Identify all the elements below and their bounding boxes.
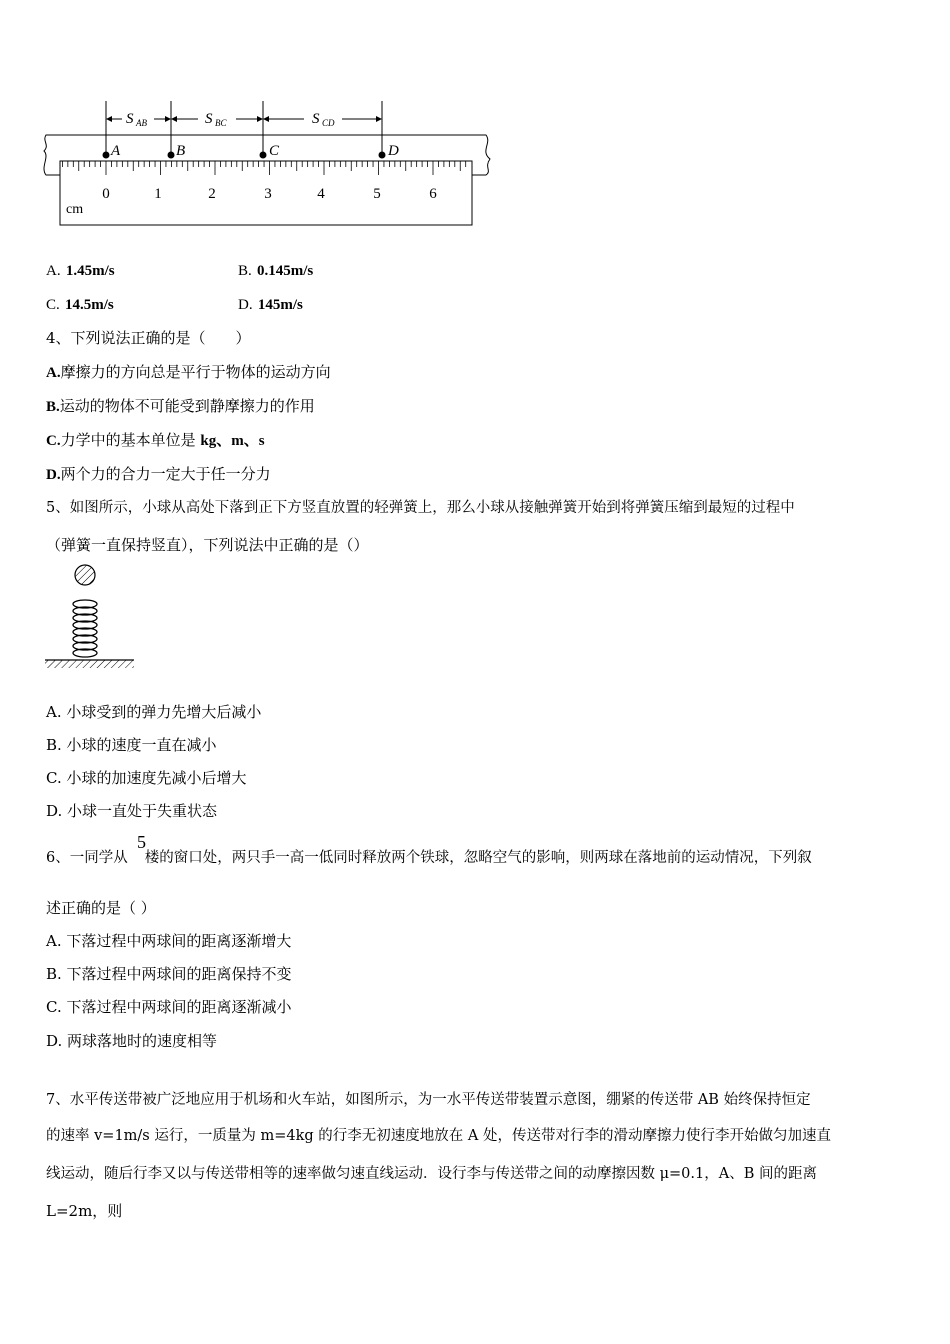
tick-label-6: 6 <box>429 186 437 202</box>
q6-option-b: B. 下落过程中两球间的距离保持不变 <box>46 965 292 983</box>
q5-stem-line2: （弹簧一直保持竖直），下列说法中正确的是（） <box>46 536 369 554</box>
q3-option-a: A. 1.45m/s <box>46 263 115 279</box>
q4-option-d: D.两个力的合力一定大于任一分力 <box>46 465 271 483</box>
q7-line3: 线运动，随后行李又以与传送带相等的速率做匀速直线运动．设行李与传送带之间的动摩擦因数 μ=0.1，A、B 间的距离 <box>46 1166 817 1182</box>
segment-label-ab: S <box>126 111 134 127</box>
tick-label-2: 2 <box>208 186 216 202</box>
q7-line4: L=2m，则 <box>46 1202 123 1220</box>
q5-option-d: D. 小球一直处于失重状态 <box>46 802 218 820</box>
segment-sub-ab: AB <box>136 118 147 128</box>
q7-line1: 7、水平传送带被广泛地应用于机场和火车站，如图所示，为一水平传送带装置示意图，绷紧的传送带 AB 始终保持恒定 <box>46 1092 811 1108</box>
q5-option-c: C. 小球的加速度先减小后增大 <box>46 769 247 787</box>
ball-icon <box>75 565 95 585</box>
q6-option-c: C. 下落过程中两球间的距离逐渐减小 <box>46 998 292 1016</box>
floor-number: 5 <box>137 832 146 852</box>
q5-option-a: A. 小球受到的弹力先增大后减小 <box>46 703 262 721</box>
segment-sub-bc: BC <box>215 118 227 128</box>
segment-label-bc: S <box>205 111 213 127</box>
q5-option-b: B. 小球的速度一直在减小 <box>46 736 217 754</box>
tick-label-5: 5 <box>373 186 381 202</box>
q6-option-a: A. 下落过程中两球间的距离逐渐增大 <box>46 932 292 950</box>
q4-stem: 4、下列说法正确的是（ ） <box>46 329 251 347</box>
point-label-a: A <box>111 143 121 159</box>
tick-label-4: 4 <box>317 186 325 202</box>
segment-label-cd: S <box>312 111 320 127</box>
q3-option-c: C. 14.5m/s <box>46 297 114 313</box>
q7-line2: 的速率 v=1m/s 运行，一质量为 m=4kg 的行李无初速度地放在 A 处，传送带对行李的滑动摩擦力使行李开始做匀加速直 <box>46 1128 831 1144</box>
q5-stem-line1: 5、如图所示，小球从高处下落到正下方竖直放置的轻弹簧上，那么小球从接触弹簧开始到将弹簧压缩到最短的过程中 <box>46 500 795 516</box>
ruler-unit: cm <box>66 202 84 217</box>
q3-option-d: D. 145m/s <box>238 297 303 313</box>
spring-icon <box>73 600 97 657</box>
point-label-c: C <box>269 143 280 159</box>
point-c <box>260 152 267 159</box>
point-a <box>103 152 110 159</box>
q4-option-b: B.运动的物体不可能受到静摩擦力的作用 <box>46 397 315 415</box>
q4-option-c: C.力学中的基本单位是 kg、m、s <box>46 431 265 449</box>
point-label-d: D <box>388 143 399 159</box>
tick-label-0: 0 <box>102 186 110 202</box>
q3-option-b: B. 0.145m/s <box>238 263 314 279</box>
spring-figure <box>42 560 137 675</box>
segment-sub-cd: CD <box>322 118 335 128</box>
q4-option-a: A.摩擦力的方向总是平行于物体的运动方向 <box>46 363 331 381</box>
ruler-figure <box>40 95 500 235</box>
q6-stem-line2: 述正确的是（ ） <box>46 899 156 917</box>
point-d <box>379 152 386 159</box>
point-b <box>168 152 175 159</box>
q6-stem-line1: 6、一同学从 楼的窗口处，两只手一高一低同时释放两个铁球，忽略空气的影响，则两球在落地前的运动情况，下列叙 <box>46 850 812 866</box>
ground-icon <box>45 660 134 668</box>
point-label-b: B <box>176 143 186 159</box>
tick-label-1: 1 <box>154 186 162 202</box>
tick-label-3: 3 <box>264 186 272 202</box>
q6-option-d: D. 两球落地时的速度相等 <box>46 1032 218 1050</box>
